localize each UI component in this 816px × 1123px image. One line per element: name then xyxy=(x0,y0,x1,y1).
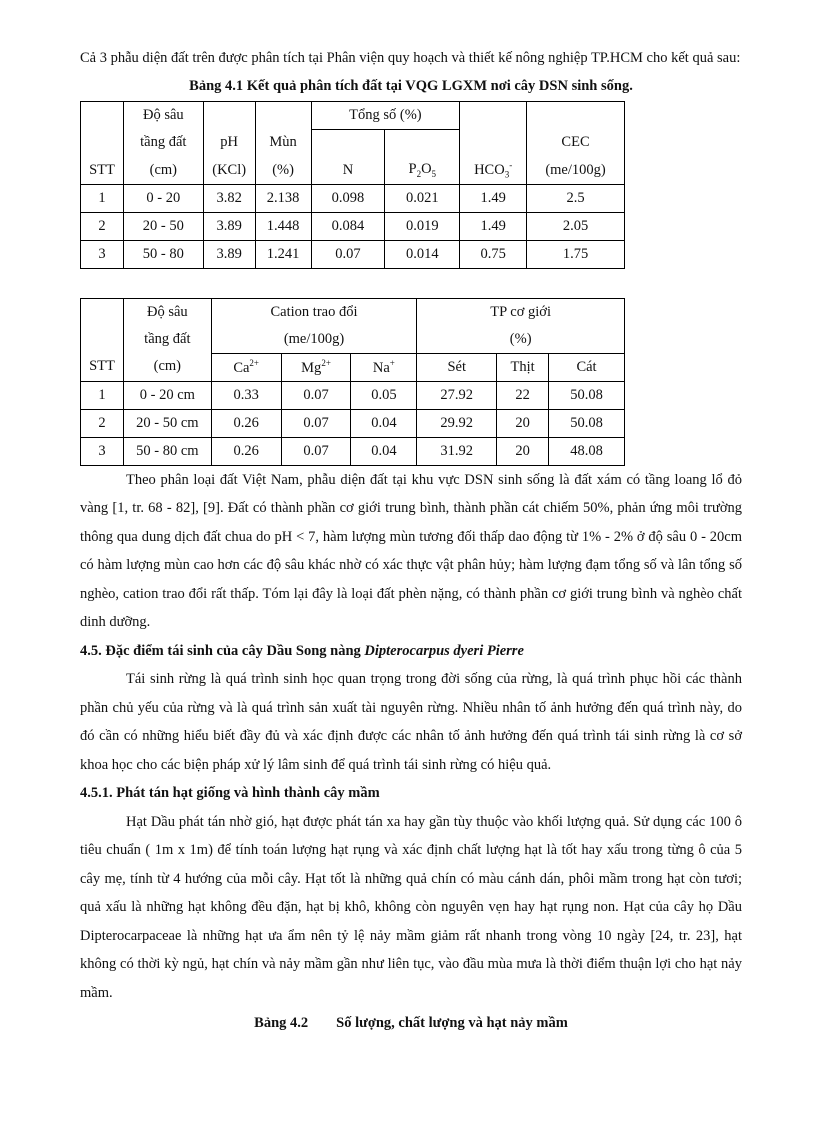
soil-classification-paragraph: Theo phân loại đất Việt Nam, phẫu diện đất tại khu vực DSN sinh sống là đất xám có tầng loang lổ đỏ vàng [1, tr. 68 - 82], [9]. Đất có thành phần cơ giới trung bình, thành phần cát chiếm 50%, phản ứng môi trường thông qua dung dịch đất chua do pH < 7, hàm lượng mùn tương đối thấp dao động từ 1% - 2% ở độ sâu 0 - 20cm có hàm lượng mùn cao hơn các độ sâu khác nhờ có xác thực vật phân hủy; hàm lượng đạm tổng số và lân tổng số nghèo, cation trao đổi rất thấp. Tóm lại đây là loại đất phèn nặng, có thành phần cơ giới trung bình và nghèo chất dinh dưỡng. xyxy=(80,471,742,630)
header-humus: Mùn xyxy=(255,129,311,157)
header-silt: Thịt xyxy=(497,353,549,381)
table2-caption: Bảng 4.2 Số lượng, chất lượng và hạt nảy mầm xyxy=(254,1015,568,1031)
table-row: 1 0 - 20 3.82 2.138 0.098 0.021 1.49 2.5 xyxy=(81,184,625,212)
header-sand: Cát xyxy=(549,353,625,381)
regeneration-paragraph: Tái sinh rừng là quá trình sinh học quan trọng trong đời sống của rừng, là quá trình phục hồi các thành phần chủ yếu của rừng và là quá trình sản xuất tài nguyên rừng. Nhiều nhân tố ảnh hưởng đến quá trình này, do đó cần có những hiểu biết đầy đủ và xác định được các nhân tố ảnh hưởng đến quá trình tái sinh rừng là cơ sở khoa học cho các biện pháp xử lý lâm sinh để quá trình tái sinh rừng có hiệu quả. xyxy=(80,671,742,773)
header-depth: Độ sâu xyxy=(123,298,211,326)
header-p2o5: $P_2O_5$ xyxy=(385,157,460,185)
header-n: N xyxy=(311,157,385,185)
header-texture: TP cơ giới xyxy=(417,298,625,326)
section-heading-4-5: 4.5. Đặc điểm tái sinh của cây Dầu Song nàng Dipterocarpus dyeri Pierre xyxy=(80,642,524,659)
header-hco3: $HCO_3^-$ xyxy=(460,157,527,185)
section-heading-4-5-1: 4.5.1. Phát tán hạt giống và hình thành cây mầm xyxy=(80,785,380,801)
table-row: 3 50 - 80 cm 0.26 0.07 0.04 31.92 20 48.08 xyxy=(81,437,625,465)
header-stt: STT xyxy=(81,157,124,185)
table1-caption: Bảng 4.1 Kết quả phân tích đất tại VQG LGXM nơi cây DSN sinh sống. xyxy=(189,77,633,94)
cation-texture-table: Độ sâu Cation trao đổi TP cơ giới tầng đất (me/100g) (%) STT (cm) $Ca^{2+}$ $Mg^{2+}$ Na+ Sét Thịt Cát 1 0 - 20 cm 0.33 0.07 0.05 27.92 22 50.08 2 20 - 50 cm 0.26 0.07 0.04 29.92 20 50.08 3 50 - 80 cm 0.26 0.07 0.04 31.92 20 48.08 xyxy=(80,298,625,466)
header-ca: $Ca^{2+}$ xyxy=(211,353,281,381)
table-row: 1 0 - 20 cm 0.33 0.07 0.05 27.92 22 50.08 xyxy=(81,381,625,409)
header-na: Na+ xyxy=(351,353,417,381)
document-page xyxy=(80,44,742,1037)
header-stt: STT xyxy=(81,353,124,381)
table-row: 3 50 - 80 3.89 1.241 0.07 0.014 0.75 1.75 xyxy=(81,240,625,268)
table-row: 2 20 - 50 3.89 1.448 0.084 0.019 1.49 2.05 xyxy=(81,212,625,240)
header-clay: Sét xyxy=(417,353,497,381)
header-depth: Độ sâu xyxy=(123,101,203,129)
intro-paragraph: Cả 3 phẫu diện đất trên được phân tích tại Phân viện quy hoạch và thiết kế nông nghiệp TP.HCM cho kết quả sau: xyxy=(80,50,741,66)
table-row: 2 20 - 50 cm 0.26 0.07 0.04 29.92 20 50.08 xyxy=(81,409,625,437)
header-cation: Cation trao đổi xyxy=(211,298,417,326)
header-ph: pH xyxy=(203,129,255,157)
header-cec: CEC xyxy=(527,129,625,157)
header-total: Tổng số (%) xyxy=(311,101,460,129)
seed-dispersal-paragraph: Hạt Dầu phát tán nhờ gió, hạt được phát tán xa hay gần tùy thuộc vào khối lượng quả. Sử dụng các 100 ô tiêu chuẩn ( 1m x 1m) để tính toán lượng hạt rụng và xác định chất lượng hạt là tốt hay xấu trong từng ô của 5 cây mẹ, tính từ 4 hướng của mỗi cây. Hạt tốt là những quả chín có màu cánh dán, phôi mầm trong hạt còn tươi; quả xấu là những hạt không đều đặn, hạt bị khô, không còn nguyên vẹn hay hạt rụng non. Hạt của cây họ Dầu Dipterocarpaceae là những hạt ưa ẩm nên tỷ lệ nảy mầm giảm rất nhanh trong vòng 10 ngày [24, tr. 23], hạt không có thời kỳ ngủ, hạt chín và nảy mầm gần như liên tục, vào đầu mùa mưa là thời điểm thuận lợi cho hạt nảy mầm. xyxy=(80,813,742,1001)
header-mg: $Mg^{2+}$ xyxy=(281,353,351,381)
soil-analysis-table: Độ sâu Tổng số (%) tầng đất pH Mùn CEC STT (cm) (KCl) (%) N $P_2O_5$ $HCO_3^-$ (me/100g) 1 0 - 20 3.82 2.138 0.098 0.021 1.49 2.5 2 20 - 50 3.89 1.448 0.084 0.019 1.49 2.05 3 50 - 80 3.89 1.241 0.07 0.014 0.75 1.75 xyxy=(80,101,625,269)
